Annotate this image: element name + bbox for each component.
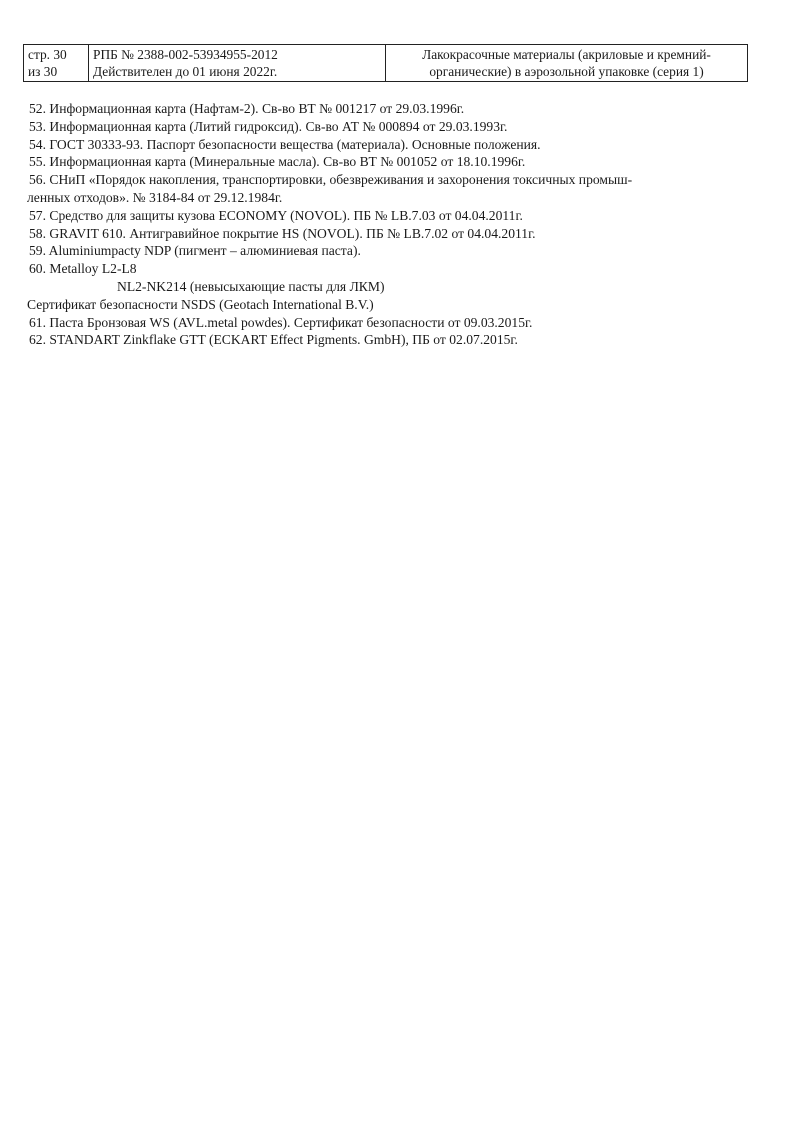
reference-56-continuation: ленных отходов». № 3184-84 от 29.12.1984г. [27,189,283,205]
document-header-table [23,44,748,82]
page-number-cell [24,45,89,82]
document-title-line-2: органические) в аэрозольной упаковке (серия 1) [429,64,704,79]
reference-60-certificate: Сертификат безопасности NSDS (Geotach International B.V.) [27,296,374,312]
reference-52: 52. Информационная карта (Нафтам-2). Св-во ВТ № 001217 от 29.03.1996г. [29,101,465,116]
document-title-cell [386,45,748,82]
reference-59: 59. Aluminiumpacty NDP (пигмент – алюминиевая паста). [29,243,361,259]
reference-60: 60. Metalloy L2-L8 [29,261,137,277]
document-title-line-1: Лакокрасочные материалы (акриловые и кремний- [422,47,711,62]
references-list [29,100,759,349]
validity-date: Действителен до 01 июня 2022г. [93,64,278,79]
page-number: стр. 30 [28,47,67,62]
reference-58: 58. GRAVIT 610. Антигравийное покрытие HS (NOVOL). ПБ № LB.7.02 от 04.04.2011г. [29,225,536,241]
reference-54: 54. ГОСТ 30333-93. Паспорт безопасности вещества (материала). Основные положения. [29,136,541,152]
page-total: из 30 [28,64,58,79]
reference-62: 62. STANDART Zinkflake GTT (ECKART Effect Pigments. GmbH), ПБ от 02.07.2015г. [29,332,518,348]
reference-55: 55. Информационная карта (Минеральные масла). Св-во ВТ № 001052 от 18.10.1996г. [29,154,526,170]
document-number: РПБ № 2388-002-53934955-2012 [93,47,278,62]
reference-53: 53. Информационная карта (Литий гидроксид). Св-во АТ № 000894 от 29.03.1993г. [29,118,508,134]
reference-60-subitem: NL2-NK214 (невысыхающие пасты для ЛКМ) [117,278,385,294]
reference-61: 61. Паста Бронзовая WS (AVL.metal powdes). Сертификат безопасности от 09.03.2015г. [29,314,533,330]
reference-56: 56. СНиП «Порядок накопления, транспортировки, обезвреживания и захоронения токсичных промыш- [29,172,633,188]
reference-57: 57. Средство для защиты кузова ECONOMY (NOVOL). ПБ № LB.7.03 от 04.04.2011г. [29,207,523,223]
document-id-cell [89,45,386,82]
